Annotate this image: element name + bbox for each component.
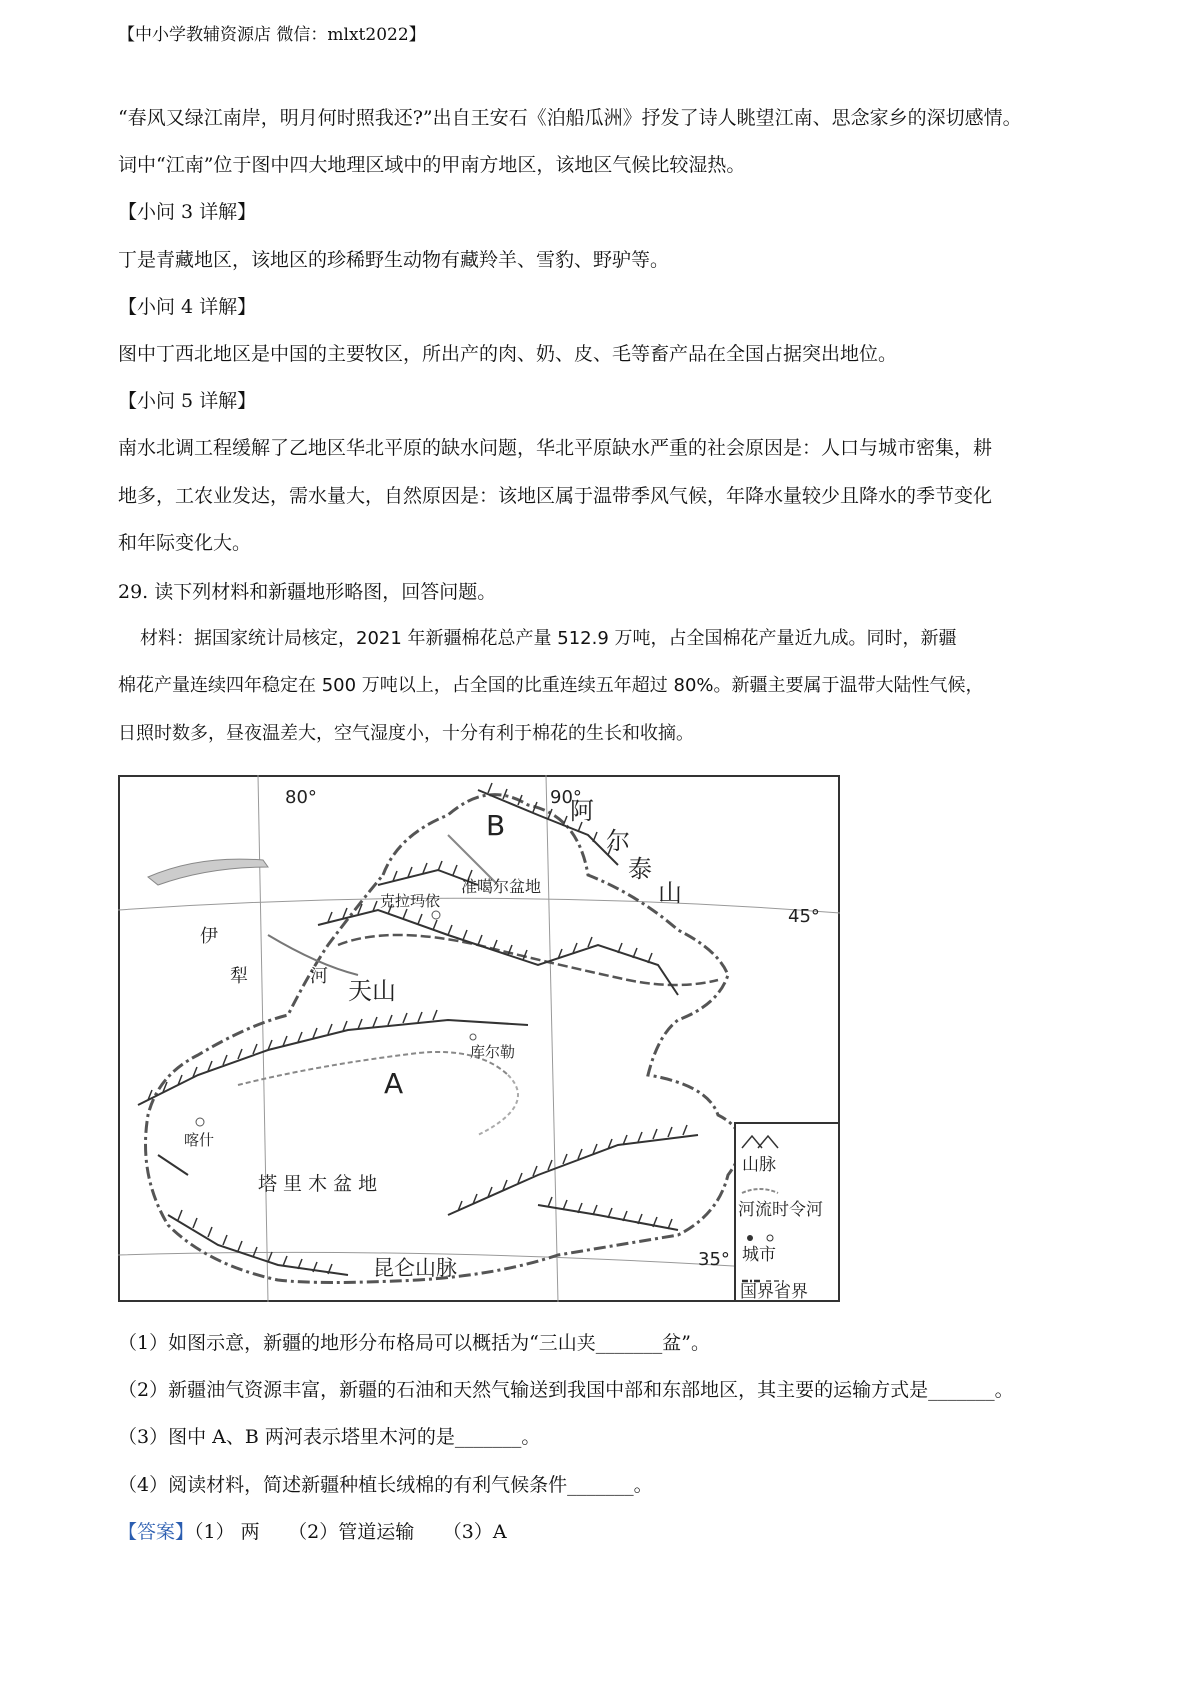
- material-line: 材料：据国家统计局核定，2021 年新疆棉花总产量 512.9 万吨，占全国棉花产量近九成。同时，新疆: [140, 628, 957, 649]
- longitude-80-label: 80°: [285, 787, 317, 808]
- text-line: “春风又绿江南岸，明月何时照我还?”出自王安石《泊船瓜洲》抒发了诗人眺望江南、思念家乡的深切感情。: [118, 107, 1022, 129]
- text-line: 和年际变化大。: [118, 532, 252, 554]
- kashgar-label: 喀什: [184, 1131, 215, 1149]
- legend-boundary: 国界省界: [740, 1282, 808, 1302]
- tianshan-label: 天山: [348, 977, 396, 1005]
- ili-river-label: 伊: [200, 926, 218, 947]
- tarim-basin-label: 塔 里 木 盆 地: [258, 1173, 378, 1195]
- material-line: 日照时数多，昼夜温差大，空气湿度小，十分有利于棉花的生长和收摘。: [118, 723, 694, 744]
- question-3: （3）图中 A、B 两河表示塔里木河的是_______。: [118, 1426, 541, 1448]
- legend-river: 河流时令河: [738, 1200, 823, 1220]
- question-title: 29. 读下列材料和新疆地形略图，回答问题。: [118, 581, 497, 603]
- text-line: 地多，工农业发达，需水量大，自然原因是：该地区属于温带季风气候，年降水量较少且降水的季节变化: [118, 485, 993, 507]
- section-heading: 【小问 3 详解】: [118, 201, 257, 223]
- xinjiang-terrain-map: [118, 775, 840, 1302]
- korla-label: 库尔勒: [470, 1043, 516, 1061]
- page-header: 【中小学教辅资源店 微信：mlxt2022】: [118, 25, 426, 45]
- latitude-45-label: 45°: [788, 906, 820, 927]
- altai-label: 山: [658, 879, 682, 907]
- karamay-label: 克拉玛依: [380, 892, 441, 910]
- ili-river-label: 犁: [230, 966, 248, 987]
- text-line: 丁是青藏地区，该地区的珍稀野生动物有藏羚羊、雪豹、野驴等。: [118, 249, 670, 271]
- altai-label: 泰: [628, 855, 652, 883]
- altai-label: 尔: [606, 827, 630, 855]
- material-line: 棉花产量连续四年稳定在 500 万吨以上，占全国的比重连续五年超过 80%。新疆主要属于温带大陆性气候，: [118, 675, 984, 696]
- altai-label: 阿: [570, 797, 594, 825]
- question-1: （1）如图示意，新疆的地形分布格局可以概括为“三山夹_______盆”。: [118, 1332, 711, 1354]
- answer-line: [118, 1520, 507, 1544]
- answer-label: 【答案】: [118, 1521, 195, 1543]
- text-line: 词中“江南”位于图中四大地理区域中的甲南方地区，该地区气候比较湿热。: [118, 154, 746, 176]
- kunlun-label: 昆仑山脉: [373, 1256, 457, 1280]
- legend-city: 城市: [742, 1245, 776, 1265]
- latitude-35-label: 35°: [698, 1249, 730, 1270]
- section-heading: 【小问 5 详解】: [118, 390, 257, 412]
- section-heading: 【小问 4 详解】: [118, 296, 257, 318]
- question-2: （2）新疆油气资源丰富，新疆的石油和天然气输送到我国中部和东部地区，其主要的运输方式是_______。: [118, 1379, 1014, 1401]
- legend-mountain: 山脉: [742, 1155, 776, 1175]
- junggar-basin-label: 准噶尔盆地: [461, 877, 542, 896]
- text-line: 南水北调工程缓解了乙地区华北平原的缺水问题，华北平原缺水严重的社会原因是：人口与城市密集，耕: [118, 437, 993, 459]
- ili-river-label: 河: [310, 966, 328, 987]
- longitude-90-label: 90°: [550, 787, 582, 808]
- river-label-b: B: [486, 809, 506, 842]
- question-4: （4）阅读材料，简述新疆种植长绒棉的有利气候条件_______。: [118, 1474, 653, 1496]
- answer-text: （1） 两 （2）管道运输 （3）A: [194, 1521, 507, 1543]
- text-line: 图中丁西北地区是中国的主要牧区，所出产的肉、奶、皮、毛等畜产品在全国占据突出地位。: [118, 343, 898, 365]
- river-label-a: A: [384, 1067, 404, 1100]
